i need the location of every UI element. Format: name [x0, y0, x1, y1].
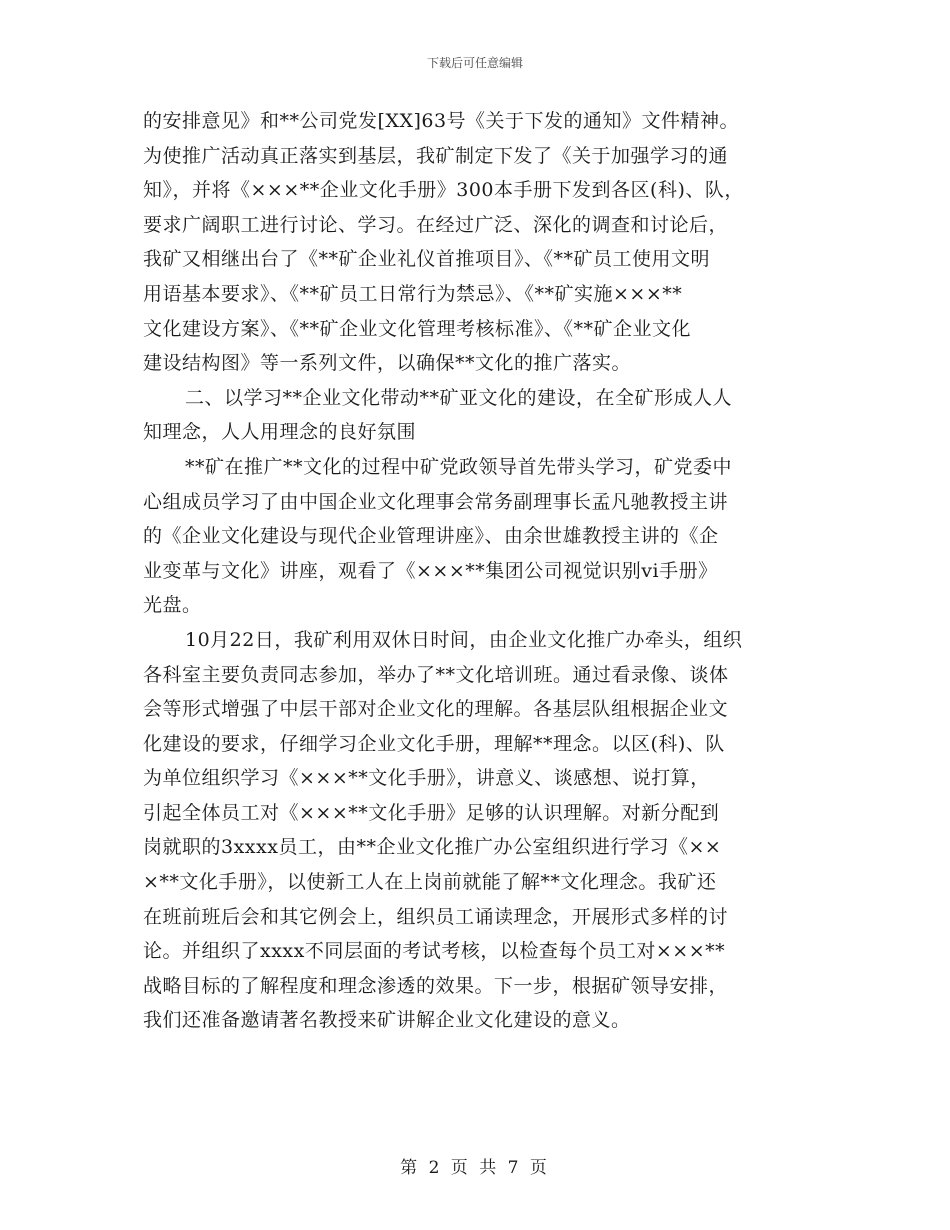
text-line: 的安排意见》和**公司党发[XX]63号《关于下发的通知》文件精神。	[143, 110, 740, 132]
text-line: 建设结构图》等一系列文件，以确保**文化的推广落实。	[143, 352, 632, 375]
text-line: 引起全体员工对《×××**文化手册》足够的认识理解。对新分配到	[143, 801, 720, 824]
text-line: 会等形式增强了中层干部对企业文化的理解。各基层队组根据企业文	[143, 698, 729, 721]
text-line: 的《企业文化建设与现代企业管理讲座》、由余世雄教授主讲的《企	[143, 525, 719, 548]
text-line: 在班前班后会和其它例会上，组织员工诵读理念，开展形式多样的讨	[143, 905, 729, 928]
text-line: 业变革与文化》讲座，观看了《×××**集团公司视觉识别vi手册》	[143, 559, 718, 582]
text-line: 化建设的要求，仔细学习企业文化手册，理解**理念。以区(科)、队	[143, 732, 725, 755]
text-line: 战略目标的了解程度和理念渗透的效果。下一步，根据矿领导安排，	[143, 974, 729, 997]
text-line: 我们还准备邀请著名教授来矿讲解企业文化建设的意义。	[143, 1009, 631, 1032]
text-line: 二、以学习**企业文化带动**矿亚文化的建设，在全矿形成人人	[185, 386, 733, 409]
text-line: 我矿又相继出台了《**矿企业礼仪首推项目》、《**矿员工使用文明	[143, 248, 711, 271]
document-body	[143, 104, 833, 1038]
text-line: **矿在推广**文化的过程中矿党政领导首先带头学习，矿党委中	[185, 455, 733, 478]
text-line: 论。并组织了xxxx不同层面的考试考核，以检查每个员工对×××**	[143, 940, 726, 963]
text-line: ×**文化手册》，以使新工人在上岗前就能了解**文化理念。我矿还	[143, 871, 717, 894]
text-line: 知》，并将《×××**企业文化手册》300本手册下发到各区(科)、队，	[143, 179, 744, 202]
text-line: 光盘。	[143, 594, 202, 617]
text-line: 知理念，人人用理念的良好氛围	[143, 421, 417, 444]
text-line: 为单位组织学习《×××**文化手册》，讲意义、谈感想、说打算，	[143, 767, 710, 790]
page-header: 下载后可任意编辑	[426, 56, 523, 70]
text-line: 10月22日，我矿利用双休日时间，由企业文化推广办牵头，组织	[185, 628, 743, 651]
text-line: 文化建设方案》、《**矿企业文化管理考核标准》、《**矿企业文化	[143, 317, 692, 340]
text-line: 要求广阔职工进行讨论、学习。在经过广泛、深化的调查和讨论后，	[143, 213, 729, 236]
text-line: 用语基本要求》、《**矿员工日常行为禁忌》、《**矿实施×××**	[143, 282, 683, 305]
page-footer: 第 2 页 共 7 页	[400, 1158, 550, 1178]
text-line: 岗就职的3xxxx员工，由**企业文化推广办公室组织进行学习《××	[143, 836, 722, 859]
text-line: 各科室主要负责同志参加，举办了**文化培训班。通过看录像、谈体	[143, 663, 729, 686]
text-line: 心组成员学习了由中国企业文化理事会常务副理事长孟凡驰教授主讲	[143, 490, 729, 513]
text-line: 为使推广活动真正落实到基层，我矿制定下发了《关于加强学习的通	[143, 144, 729, 167]
